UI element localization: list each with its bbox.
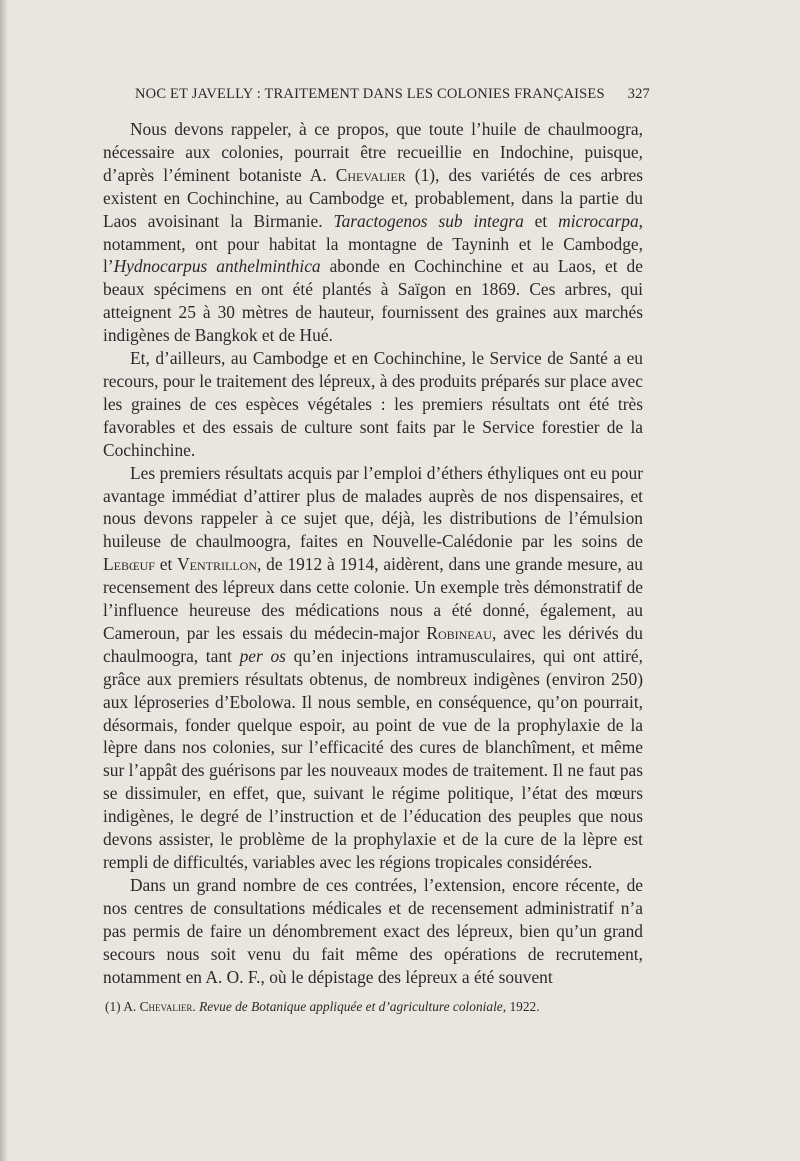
running-head bbox=[135, 86, 650, 103]
paragraph-3 bbox=[103, 462, 643, 874]
p3-text-3: , de 1912 à 1914, aidèrent, dans une grande mesure, au recensement des lépreux dans cette colonie. Un exemple très démonstratif de l’influence heureuse des médications nous a été donné, également, au Cameroun, par les essais du médecin-major bbox=[103, 554, 644, 643]
p3-text-4: , avec les dérivés du chaulmoogra, tant bbox=[103, 622, 643, 666]
name-robineau: Robineau bbox=[426, 622, 492, 643]
p1-text-3: et bbox=[523, 210, 559, 231]
footnote bbox=[105, 999, 645, 1015]
body-text bbox=[103, 118, 643, 988]
p1-text-4: , notamment, ont pour habitat la montagne de Tayninh et le Cambodge, l’ bbox=[103, 210, 643, 277]
footnote-year: , 1922. bbox=[502, 999, 540, 1014]
paragraph-1 bbox=[103, 118, 643, 347]
p1-text-5: abonde en Cochinchine et au Laos, et de beaux spécimens en ont été plantés à Saïgon en 1869. Ces arbres, qui atteignent 25 à 30 mètres de hauteur, fournissent des graines aux marchés indigènes de Bangkok et de Hué. bbox=[103, 256, 643, 346]
name-leboeuf: Lebœuf bbox=[103, 554, 155, 575]
species-microcarpa: microcarpa bbox=[558, 210, 639, 231]
footnote-separator: . bbox=[192, 999, 200, 1014]
name-ventrillon: Ventrillon bbox=[177, 554, 258, 575]
author-chevalier: Chevalier bbox=[335, 164, 406, 185]
latin-per-os: per os bbox=[239, 645, 286, 666]
page-edge-shadow bbox=[0, 0, 8, 1161]
p3-text-5: qu’en injections intramusculaires, qui ont attiré, grâce aux premiers résultats obtenus, de nombreux indigènes (environ 250) aux léproseries d’Ebolowa. Il nous semble, en conséquence, qu’on pourrait, désormais, fonder quelque espoir, au point de vue de la prophylaxie de la lèpre dans nos colonies, sur l’efficacité des cures de blanchîment, et même sur l’appât des guérisons par les nouveaux modes de traitement. Il ne faut pas se dissimuler, en effet, que, suivant le régime politique, l’état des mœurs indigènes, le degré de l’instruction et de l’éducation des peuples que nous devons assister, le problème de la prophylaxie et de la cure de la lèpre est rempli de difficultés, variables avec les régions tropicales considérées. bbox=[103, 645, 643, 872]
paragraph-2: Et, d’ailleurs, au Cambodge et en Cochinchine, le Service de Santé a eu recours, pour le traitement des lépreux, à des produits préparés sur place avec les graines de ces espèces végétales : les premiers résultats ont été très favorables et des essais de culture sont faits par le Service forestier de la Cochinchine. bbox=[103, 348, 643, 460]
p3-text-1: Les premiers résultats acquis par l’emploi d’éthers éthyliques ont eu pour avantage immédiat d’attirer plus de malades auprès de nos dispensaires, et nous devons rappeler à ce sujet que, déjà, les distributions de l’émulsion huileuse de chaulmoogra, faites en Nouvelle-Calédonie par les soins de bbox=[103, 462, 643, 552]
footnote-source: Revue de Botanique appliquée et d’agriculture coloniale bbox=[199, 999, 503, 1014]
paragraph-4: Dans un grand nombre de ces contrées, l’extension, encore récente, de nos centres de consultations médicales et de recensement administratif n’a pas permis de faire un dénombrement exact des lépreux, bien qu’un grand secours nous soit venu du fait même des opérations de recrutement, notamment en A. O. F., où le dépistage des lépreux a été souvent bbox=[103, 874, 643, 987]
p1-text-1: Nous devons rappeler, à ce propos, que toute l’huile de chaulmoogra, nécessaire aux colonies, pourrait être recueillie en Indochine, puisque, d’après l’éminent botaniste A. bbox=[103, 119, 643, 185]
footnote-author: Chevalier bbox=[139, 999, 193, 1014]
p3-text-2: et bbox=[154, 554, 178, 575]
p1-text-2: (1), des variétés de ces arbres existent en Cochinchine, au Cambodge et, probablement, dans la partie du Laos avoisinant la Birmanie. bbox=[103, 164, 643, 231]
page-number: 327 bbox=[627, 86, 650, 102]
footnote-marker: (1) A. bbox=[105, 999, 140, 1014]
species-taractogenos: Taractogenos sub integra bbox=[333, 210, 524, 231]
species-hydnocarpus: Hydnocarpus anthelminthica bbox=[113, 256, 321, 277]
running-title: NOC ET JAVELLY : TRAITEMENT DANS LES COLONIES FRANÇAISES bbox=[135, 86, 605, 102]
